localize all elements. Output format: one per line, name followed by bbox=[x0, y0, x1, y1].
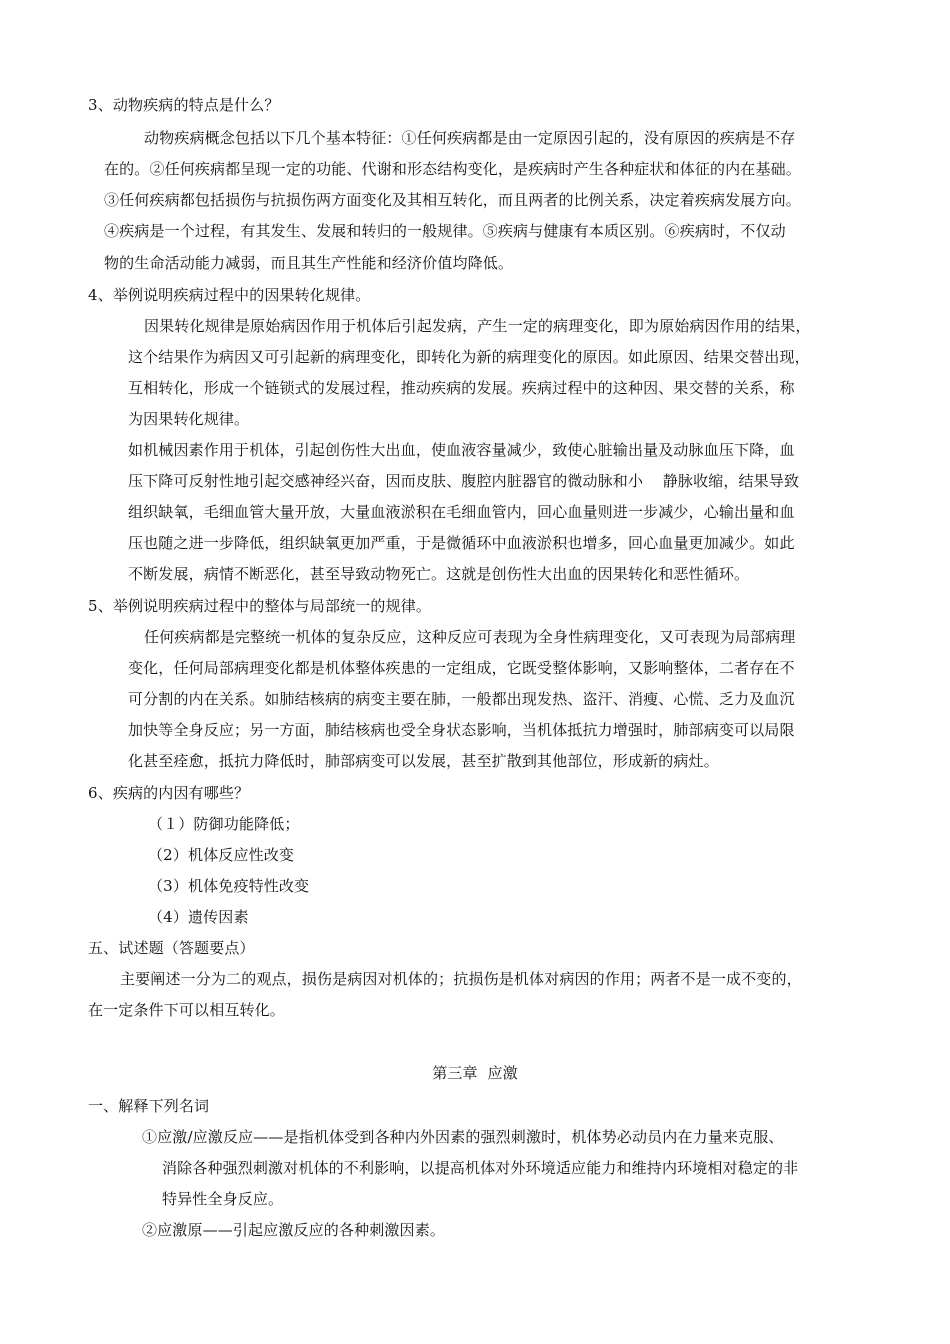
q5-title: 5、举例说明疾病过程中的整体与局部统一的规律。 bbox=[88, 597, 431, 615]
q5-line-5: 化甚至痊愈，抵抗力降低时，肺部病变可以发展，甚至扩散到其他部位，形成新的病灶。 bbox=[128, 752, 719, 770]
q5-line-3: 可分割的内在关系。如肺结核病的病变主要在肺，一般都出现发热、盗汗、消瘦、心慌、乏力及血沉 bbox=[128, 690, 795, 708]
chapter-sec1-title: 一、解释下列名词 bbox=[88, 1097, 210, 1115]
q6-item-3: （3）机体免疫特性改变 bbox=[148, 877, 310, 895]
q6-item-1: （１）防御功能降低； bbox=[148, 815, 300, 833]
q4-para2-line-1: 如机械因素作用于机体，引起创伤性大出血，使血液容量减少，致使心脏输出量及动脉血压下降，血 bbox=[128, 441, 795, 459]
q6-title: 6、疾病的内因有哪些？ bbox=[88, 784, 250, 802]
q6-item-4: （4）遗传因素 bbox=[148, 908, 249, 926]
q5-line-2: 变化，任何局部病理变化都是机体整体疾患的一定组成，它既受整体影响，又影响整体，二者存在不 bbox=[128, 659, 795, 677]
q4-para2-line-2: 压下降可反射性地引起交感神经兴奋，因而皮肤、腹腔内脏器官的微动脉和小 静脉收缩，结果导致 bbox=[128, 472, 800, 490]
sec5-title: 五、试述题（答题要点） bbox=[88, 939, 255, 957]
q4-title: 4、举例说明疾病过程中的因果转化规律。 bbox=[88, 286, 371, 304]
sec5-line-2: 在一定条件下可以相互转化。 bbox=[88, 1001, 285, 1019]
q3-line-2: 在的。②任何疾病都呈现一定的功能、代谢和形态结构变化，是疾病时产生各种症状和体征的内在基础。 bbox=[104, 160, 801, 178]
sec5-line-1: 主要阐述一分为二的观点，损伤是病因对机体的；抗损伤是机体对病因的作用；两者不是一成不变的， bbox=[120, 970, 802, 988]
def1-line-1: ①应激/应激反应——是指机体受到各种内外因素的强烈刺激时，机体势必动员内在力量来克服、 bbox=[142, 1128, 784, 1146]
q3-line-1: 动物疾病概念包括以下几个基本特征：①任何疾病都是由一定原因引起的，没有原因的疾病是不存 bbox=[144, 129, 796, 147]
q5-line-1: 任何疾病都是完整统一机体的复杂反应，这种反应可表现为全身性病理变化，又可表现为局部病理 bbox=[144, 628, 796, 646]
q4-para1-line-2: 这个结果作为病因又可引起新的病理变化，即转化为新的病理变化的原因。如此原因、结果交替出现， bbox=[128, 348, 810, 366]
q4-para1-line-3: 互相转化，形成一个链锁式的发展过程，推动疾病的发展。疾病过程中的这种因、果交替的关系，称 bbox=[128, 379, 795, 397]
q5-line-4: 加快等全身反应；另一方面，肺结核病也受全身状态影响，当机体抵抗力增强时，肺部病变可以局限 bbox=[128, 721, 795, 739]
def1-line-2: 消除各种强烈刺激对机体的不利影响，以提高机体对外环境适应能力和维持内环境相对稳定的非 bbox=[162, 1159, 799, 1177]
q4-para2-line-3: 组织缺氧，毛细血管大量开放，大量血液淤积在毛细血管内，回心血量则进一步减少，心输出量和血 bbox=[128, 503, 795, 521]
q4-para1-line-4: 为因果转化规律。 bbox=[128, 410, 250, 428]
q4-para2-line-4: 压也随之进一步降低，组织缺氧更加严重，于是微循环中血液淤积也增多，回心血量更加减少。如此 bbox=[128, 534, 795, 552]
q3-line-3: ③任何疾病都包括损伤与抗损伤两方面变化及其相互转化，而且两者的比例关系，决定着疾病发展方向。 bbox=[104, 191, 801, 209]
chapter-title: 第三章 应激 bbox=[432, 1064, 518, 1082]
def2-line: ②应激原——引起应激反应的各种刺激因素。 bbox=[142, 1221, 446, 1239]
q4-para1-line-1: 因果转化规律是原始病因作用于机体后引起发病，产生一定的病理变化，即为原始病因作用的结果， bbox=[144, 317, 811, 335]
q3-line-5: 物的生命活动能力减弱，而且其生产性能和经济价值均降低。 bbox=[104, 254, 514, 272]
q3-title: 3、动物疾病的特点是什么？ bbox=[88, 96, 280, 114]
q4-para2-line-5: 不断发展，病情不断恶化，甚至导致动物死亡。这就是创伤性大出血的因果转化和恶性循环。 bbox=[128, 565, 750, 583]
q3-line-4: ④疾病是一个过程，有其发生、发展和转归的一般规律。⑤疾病与健康有本质区别。⑥疾病时，不仅动 bbox=[104, 222, 786, 240]
q6-item-2: （2）机体反应性改变 bbox=[148, 846, 295, 864]
def1-line-3: 特异性全身反应。 bbox=[162, 1190, 284, 1208]
